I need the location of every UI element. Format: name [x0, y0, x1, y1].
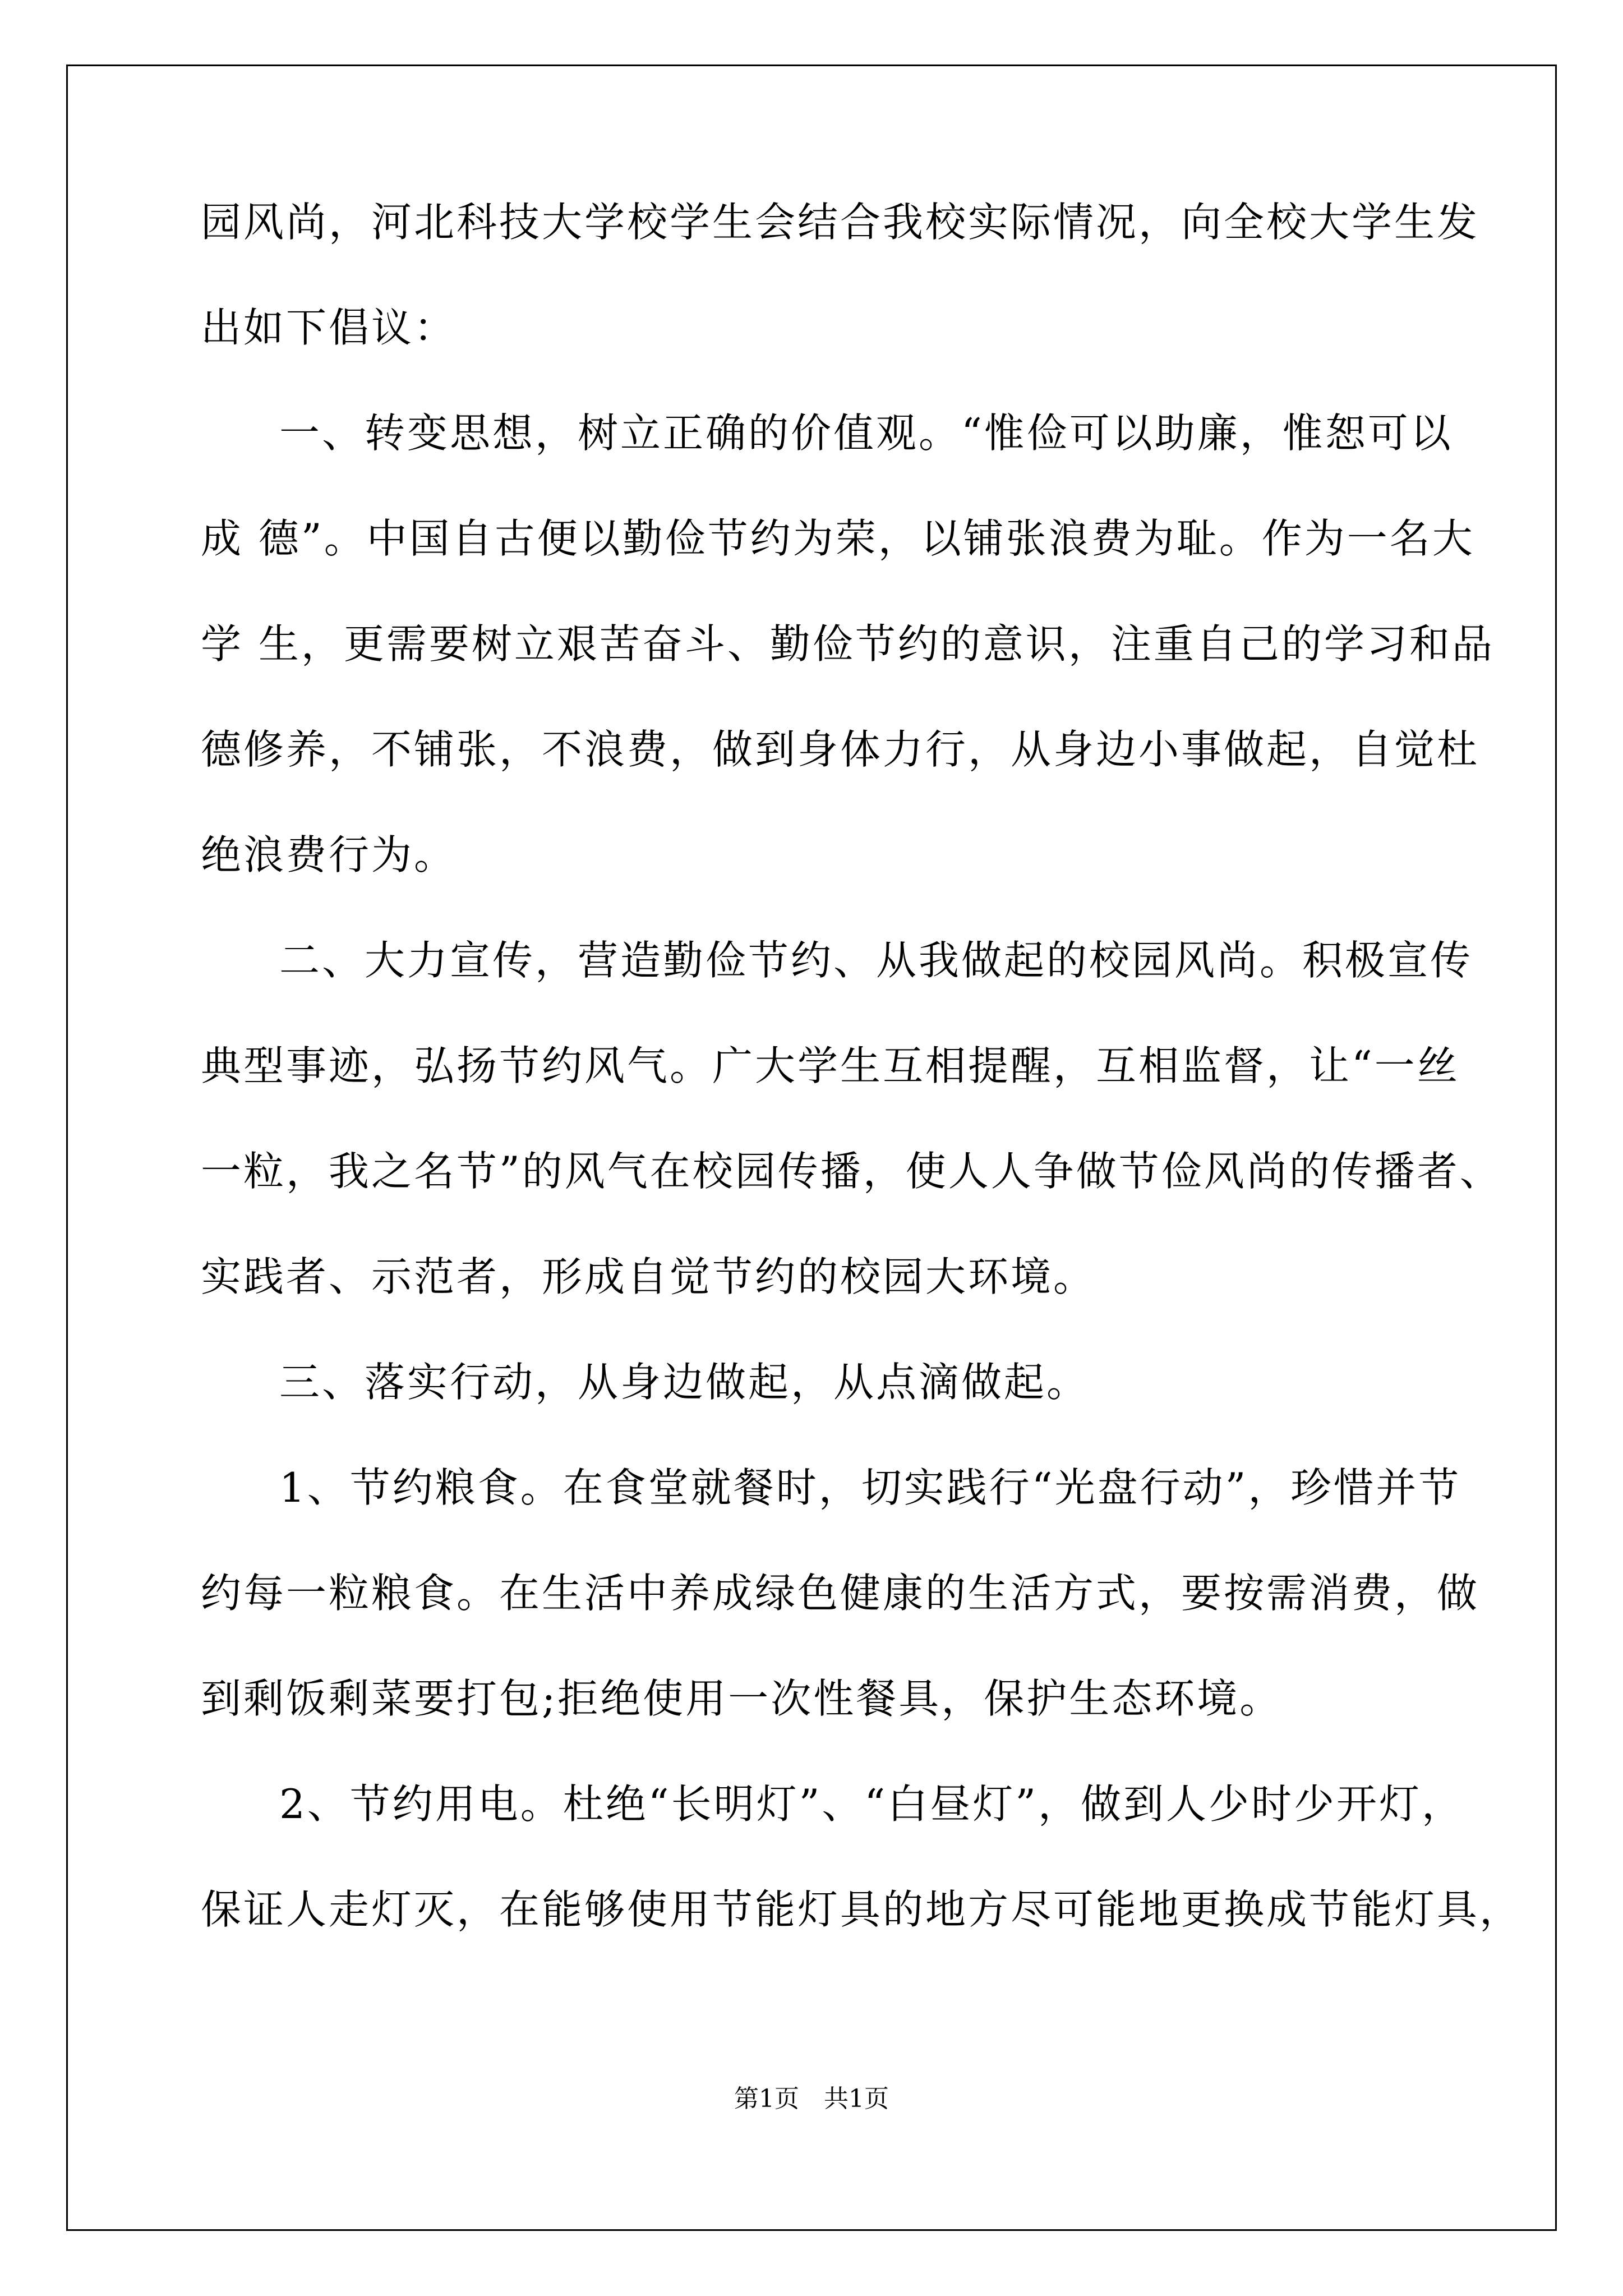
paragraph-line: 2、节约用电。杜绝“长明灯”、“白昼灯”，做到人少时少开灯，: [279, 1780, 1465, 1828]
paragraph-line: 学 生，更需要树立艰苦奋斗、勤俭节约的意识，注重自己的学习和品: [201, 620, 1495, 668]
paragraph-line: 成 德”。中国自古便以勤俭节约为荣，以铺张浪费为耻。作为一名大: [201, 515, 1475, 562]
paragraph-line: 典型事迹，弘扬节约风气。广大学生互相提醒，互相监督，让“一丝: [201, 1042, 1460, 1089]
paragraph-line: 出如下倡议：: [201, 304, 457, 351]
paragraph-line: 绝浪费行为。: [201, 831, 457, 878]
paragraph-line: 二、大力宣传，营造勤俭节约、从我做起的校园风尚。积极宣传: [279, 937, 1473, 984]
paragraph-line: 到剩饭剩菜要打包;拒绝使用一次性餐具，保护生态环境。: [201, 1675, 1283, 1722]
paragraph-line: 一粒，我之名节”的风气在校园传播，使人人争做节俭风尚的传播者、: [201, 1148, 1502, 1195]
paragraph-line: 实践者、示范者，形成自觉节约的校园大环境。: [201, 1253, 1096, 1300]
paragraph-line: 三、落实行动，从身边做起，从点滴做起。: [279, 1359, 1090, 1406]
paragraph-line: 保证人走灯灭，在能够使用节能灯具的地方尽可能地更换成节能灯具，: [201, 1886, 1523, 1933]
paragraph-line: 园风尚，河北科技大学校学生会结合我校实际情况，向全校大学生发: [201, 199, 1480, 246]
paragraph-line: 1、节约粮食。在食堂就餐时，切实践行“光盘行动”，珍惜并节: [279, 1464, 1461, 1511]
paragraph-line: 一、转变思想，树立正确的价值观。“惟俭可以助廉，惟恕可以: [279, 409, 1453, 457]
page-number-footer: 第1页 共1页: [734, 2085, 889, 2113]
paragraph-line: 德修养，不铺张，不浪费，做到身体力行，从身边小事做起，自觉杜: [201, 726, 1480, 773]
paragraph-line: 约每一粒粮食。在生活中养成绿色健康的生活方式，要按需消费，做: [201, 1570, 1480, 1617]
